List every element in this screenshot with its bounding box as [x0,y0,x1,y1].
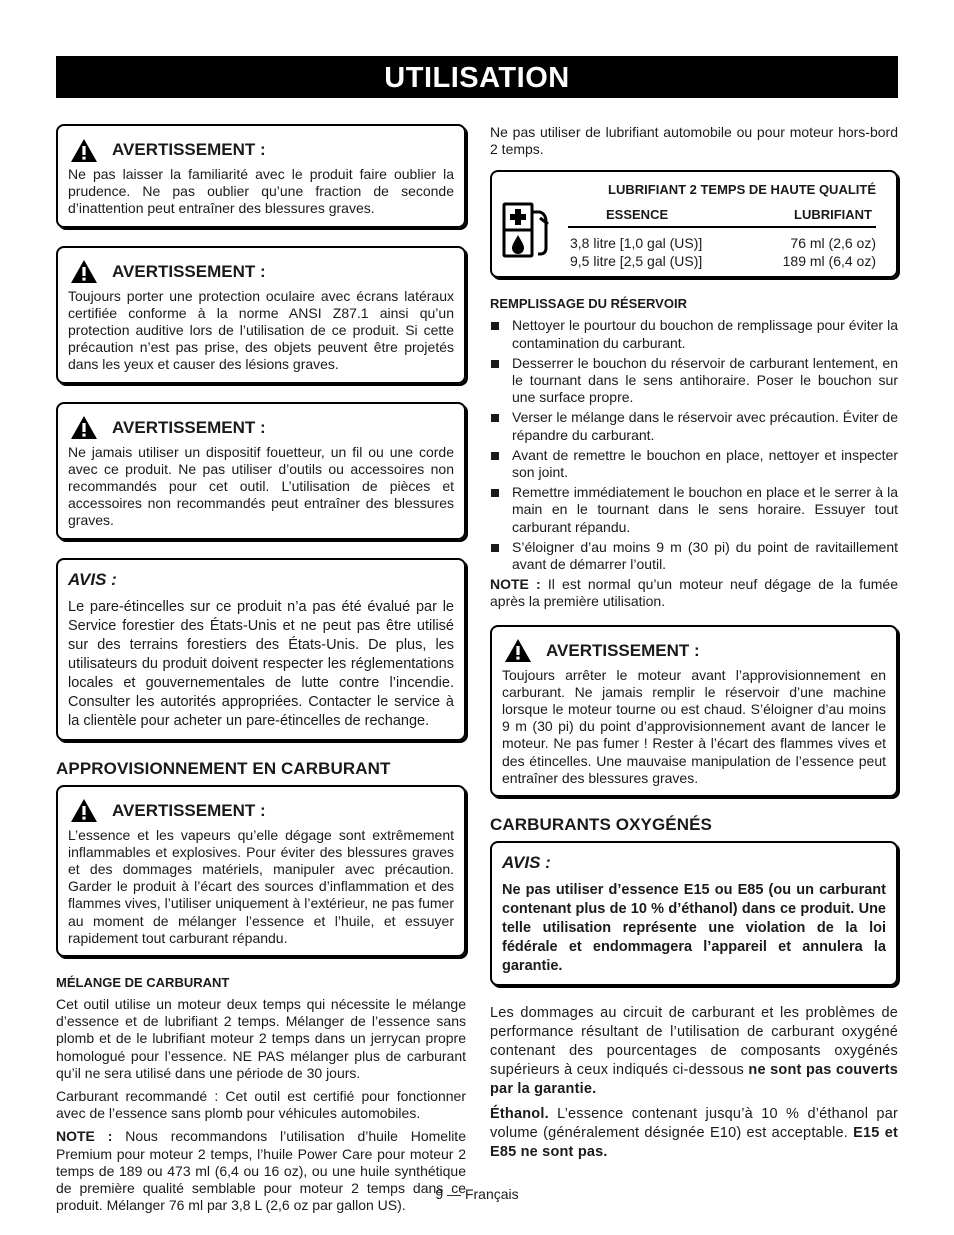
fuel-mix-table [490,170,898,278]
paragraph: Éthanol. L’essence contenant jusqu’à 10 % d’éthanol par volume (généralement désignée E10) est acceptable. E15 et E85 ne sont pas. [490,1106,899,1161]
page-title: UTILISATION [56,56,898,98]
column-header-lubrifiant: LUBRIFIANT [794,207,872,223]
warning-text: Toujours arrêter le moteur avant l’approvisionnement en carburant. Ne jamais remplir le réservoir d’une machine lorsque le moteur tourne ou est chaud. S’éloigner d’au moins 9 m (30 pi) du point d’approvisionnement avant de lancer le moteur. Ne pas fumer ! Rester à l’écart des flammes vives et des étincelles. Une mauvaise manipulation de l’essence peut entraîner des blessures graves. [502,666,886,786]
table-divider [568,226,876,228]
subheading-tank-refill: REMPLISSAGE DU RÉSERVOIR [490,296,687,312]
warning-text: Toujours porter une protection oculaire avec écrans latéraux certifiée conforme à la norme ANSI Z87.1 ainsi qu’un protection auditive lors de l’utilisation de ce produit. Si cette précaution n’est pas prise, des objets peuvent être projetés dans les yeux et causer des lésions graves. [68,287,454,373]
warning-title: AVERTISSEMENT : [546,640,700,660]
table-cell: 9,5 litre [2,5 gal (US)] [570,253,703,270]
warning-box [490,625,898,797]
warning-triangle-icon [70,138,98,163]
warning-text: Ne pas laisser la familiarité avec le produit faire oublier la prudence. Ne pas oublier qu’une fraction de seconde d’inattention peut entraîner des blessures graves. [68,166,454,217]
warning-triangle-icon [70,415,98,440]
section-heading-fuel: APPROVISIONNEMENT EN CARBURANT [56,758,391,778]
warning-box [56,402,466,540]
warning-text: Ne jamais utiliser un dispositif fouetteur, un fil ou une corde avec ce produit. Ne pas utiliser d’outils ou accessoires non recommandés pour cet outil. L’utilisation de pièces et accessoires non recommandés peut entraîner des blessures graves. [68,443,454,529]
paragraph: Les dommages au circuit de carburant et les problèmes de performance résultant de l’utilisation de carburant oxygéné contenant des pourcentages de composants oxygénés supérieurs à ceux indiqués ci-dessous ne sont pas couverts par la garantie. [490,1005,898,1098]
note-paragraph [490,576,898,610]
warning-title: AVERTISSEMENT : [112,261,266,281]
fuel-pump-icon [502,202,552,258]
note-label: NOTE : [490,576,541,593]
refill-steps-list [490,317,898,573]
notice-title: AVIS : [502,853,551,873]
warning-box [56,246,466,384]
list-item: Remettre immédiatement le bouchon en place et le serrer à la main en le tournant dans le sens horaire. Essuyer tout carburant répandu. [490,484,898,536]
table-cell: 76 ml (2,6 oz) [790,235,876,252]
section-heading-oxygenated: CARBURANTS OXYGÉNÉS [490,815,712,835]
list-item: Verser le mélange dans le réservoir avec précaution. Éviter de répandre du carburant. [490,409,898,443]
warning-box [56,785,466,957]
note-label: NOTE : [56,1128,113,1145]
warning-title: AVERTISSEMENT : [112,800,266,820]
list-item: Desserrer le bouchon du réservoir de carburant lentement, en le tournant dans le sens antihoraire. Poser le bouchon sur une surface propre. [490,355,898,407]
subheading-fuel-mix: MÉLANGE DE CARBURANT [56,975,230,991]
table-cell: 189 ml (6,4 oz) [782,253,876,270]
column-header-essence: ESSENCE [606,207,669,223]
notice-box [490,841,898,986]
note-text: Nous recommandons l’utilisation d’huile Homelite Premium pour moteur 2 temps, l’huile Power Care pour moteur 2 temps de 189 ou 473 ml (6,4 ou 16 oz), ou une huile synthétique de première qualité semblable pour moteur 2 temps dans ce produit. Mélanger 76 ml par 3,8 L (2,6 oz par gallon US). [56,1128,466,1214]
warning-text: L’essence et les vapeurs qu’elle dégage sont extrêmement inflammables et explosives. Pour éviter des blessures graves et des dommages matériels, manipuler avec précaution. Garder le produit à l’écart des sources d’inflammation et des flammes vives, l’utiliser uniquement à l’extérieur, ne pas fumer au moment de mélanger l’essence et l’huile, et essuyer rapidement tout carburant répandu. [68,826,454,946]
right-column [490,124,898,1168]
list-item: S’éloigner d’au moins 9 m (30 pi) du point de ravitaillement avant de démarrer l’outil. [490,539,898,573]
list-item: Avant de remettre le bouchon en place, nettoyer et inspecter son joint. [490,447,898,481]
warning-triangle-icon [70,798,98,823]
list-item: Nettoyer le pourtour du bouchon de remplissage pour éviter la contamination du carburant. [490,317,898,351]
paragraph: Cet outil utilise un moteur deux temps qui nécessite le mélange d’essence et de lubrifiant 2 temps. Mélanger de l’essence sans plomb et de le lubrifiant moteur 2 temps dans un jerrycan propre homologué pour l’essence. NE PAS mélanger plus de carburant qu’il ne sera utilisé dans une période de 30 jours. [56,996,466,1081]
notice-text: Le pare-étincelles sur ce produit n’a pas été évalué par le Service forestier des États-Unis et ne peut pas être utilisé sur des terrains forestiers des États-Unis. De plus, les utilisateurs du produit doivent respecter les réglementations locales et gouvernementales de lutte contre l’incendie. Consulter les autorités appropriées. Contacter le service à la clientèle pour acheter un pare-étincelles de rechange. [68,598,454,729]
paragraph: Carburant recommandé : Cet outil est certifié pour fonctionner avec de l’essence sans plomb pour véhicules automobiles. [56,1088,466,1122]
warning-box [56,124,466,228]
notice-text: Ne pas utiliser d’essence E15 ou E85 (ou un carburant contenant plus de 10 % d’éthanol) dans ce produit. Une telle utilisation représente une violation de la loi fédérale et endommagera l’appareil et annulera la garantie. [502,882,886,975]
paragraph: Ne pas utiliser de lubrifiant automobile ou pour moteur hors-bord 2 temps. [490,124,898,158]
table-cell: 3,8 litre [1,0 gal (US)] [570,235,703,252]
notice-box [56,558,466,741]
note-text: Il est normal qu’un moteur neuf dégage de la fumée après la première utilisation. [490,576,898,610]
table-title: LUBRIFIANT 2 TEMPS DE HAUTE QUALITÉ [608,182,876,198]
warning-title: AVERTISSEMENT : [112,417,266,437]
page-number: 9 — Français [435,1186,519,1202]
left-column [56,124,466,1221]
warning-triangle-icon [504,638,532,663]
warning-triangle-icon [70,259,98,284]
warning-title: AVERTISSEMENT : [112,140,266,159]
notice-title: AVIS : [68,569,117,589]
